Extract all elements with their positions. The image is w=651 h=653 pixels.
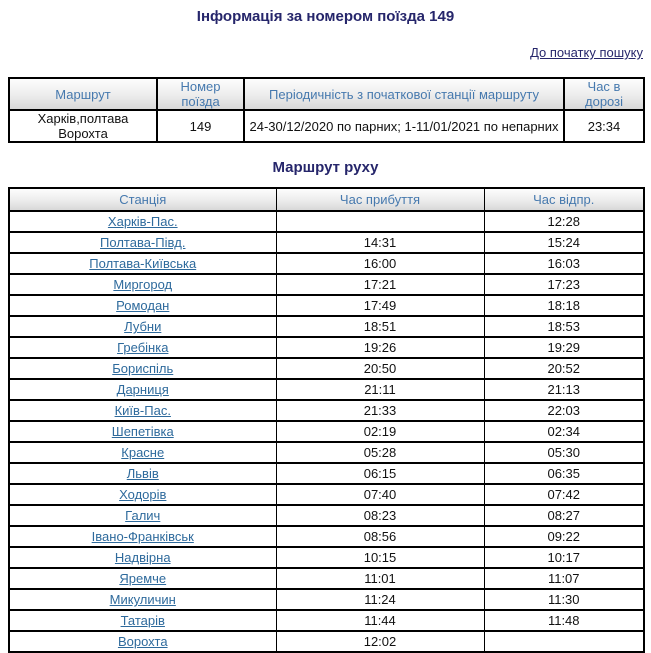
- route-row: [9, 295, 644, 316]
- station-link[interactable]: Бориспіль: [112, 361, 174, 376]
- station-cell: [9, 589, 276, 610]
- station-link[interactable]: Красне: [121, 445, 165, 460]
- header-train-number: Номер поїзда: [157, 78, 244, 110]
- header-travel-time: Час в дорозі: [564, 78, 644, 110]
- station-cell: [9, 253, 276, 274]
- station-cell: [9, 484, 276, 505]
- departure-time: 11:30: [484, 589, 644, 610]
- route-row: [9, 316, 644, 337]
- departure-time: 16:03: [484, 253, 644, 274]
- train-number-value: 149: [157, 110, 244, 142]
- station-link[interactable]: Надвірна: [114, 550, 171, 565]
- arrival-time: 05:28: [276, 442, 484, 463]
- train-info-table: [8, 77, 645, 143]
- station-cell: [9, 379, 276, 400]
- arrival-time: 16:00: [276, 253, 484, 274]
- route-row: [9, 421, 644, 442]
- station-link[interactable]: Львів: [126, 466, 159, 481]
- departure-time: 10:17: [484, 547, 644, 568]
- arrival-time: 02:19: [276, 421, 484, 442]
- departure-time: 12:28: [484, 211, 644, 232]
- arrival-time: 06:15: [276, 463, 484, 484]
- arrival-time: 12:02: [276, 631, 484, 652]
- arrival-time: 19:26: [276, 337, 484, 358]
- route-table: [8, 187, 645, 653]
- arrival-time: 17:49: [276, 295, 484, 316]
- arrival-time: 14:31: [276, 232, 484, 253]
- departure-time: 07:42: [484, 484, 644, 505]
- route-row: [9, 442, 644, 463]
- train-duration-value: 23:34: [564, 110, 644, 142]
- header-station: Станція: [9, 188, 276, 211]
- arrival-time: 17:21: [276, 274, 484, 295]
- station-cell: [9, 568, 276, 589]
- departure-time: 21:13: [484, 379, 644, 400]
- station-link[interactable]: Гребінка: [117, 340, 169, 355]
- route-row: [9, 484, 644, 505]
- section-title: Маршрут руху: [272, 159, 379, 176]
- station-cell: [9, 442, 276, 463]
- station-cell: [9, 274, 276, 295]
- route-row: [9, 400, 644, 421]
- departure-time: 15:24: [484, 232, 644, 253]
- station-cell: [9, 337, 276, 358]
- departure-time: 18:53: [484, 316, 644, 337]
- train-info-row: [9, 110, 644, 142]
- station-link[interactable]: Дарниця: [116, 382, 169, 397]
- station-cell: [9, 211, 276, 232]
- station-cell: [9, 547, 276, 568]
- station-link[interactable]: Татарів: [120, 613, 165, 628]
- arrival-time: 10:15: [276, 547, 484, 568]
- arrival-time: 18:51: [276, 316, 484, 337]
- header-arrival-time: Час прибуття: [276, 188, 484, 211]
- departure-time: 05:30: [484, 442, 644, 463]
- arrival-time: 08:56: [276, 526, 484, 547]
- train-info-header-row: [9, 78, 644, 110]
- arrival-time: 08:23: [276, 505, 484, 526]
- departure-time: 20:52: [484, 358, 644, 379]
- station-link[interactable]: Миргород: [113, 277, 173, 292]
- station-cell: [9, 400, 276, 421]
- arrival-time: 07:40: [276, 484, 484, 505]
- route-row: [9, 337, 644, 358]
- route-row: [9, 463, 644, 484]
- page-title: Інформація за номером поїзда 149: [196, 8, 455, 25]
- arrival-time: 20:50: [276, 358, 484, 379]
- back-to-search-link[interactable]: До початку пошуку: [530, 45, 643, 60]
- station-link[interactable]: Лубни: [124, 319, 162, 334]
- station-link[interactable]: Галич: [125, 508, 161, 523]
- departure-time: 11:07: [484, 568, 644, 589]
- station-cell: [9, 505, 276, 526]
- departure-time: 02:34: [484, 421, 644, 442]
- station-link[interactable]: Ворохта: [117, 634, 168, 649]
- route-row: [9, 379, 644, 400]
- route-row: [9, 211, 644, 232]
- arrival-time: [276, 211, 484, 232]
- station-cell: [9, 316, 276, 337]
- station-cell: [9, 610, 276, 631]
- arrival-time: 11:24: [276, 589, 484, 610]
- header-departure-time: Час відпр.: [484, 188, 644, 211]
- route-row: [9, 589, 644, 610]
- arrival-time: 21:33: [276, 400, 484, 421]
- departure-time: [484, 631, 644, 652]
- route-row: [9, 505, 644, 526]
- departure-time: 22:03: [484, 400, 644, 421]
- route-row: [9, 274, 644, 295]
- header-periodicity: Періодичність з початкової станції маршруту: [244, 78, 564, 110]
- departure-time: 08:27: [484, 505, 644, 526]
- route-table-header-row: [9, 188, 644, 211]
- route-row: [9, 631, 644, 652]
- station-link[interactable]: Харків-Пас.: [107, 214, 178, 229]
- station-link[interactable]: Івано-Франківськ: [91, 529, 194, 544]
- departure-time: 06:35: [484, 463, 644, 484]
- arrival-time: 11:01: [276, 568, 484, 589]
- station-link[interactable]: Ходорів: [119, 487, 167, 502]
- station-cell: [9, 421, 276, 442]
- departure-time: 17:23: [484, 274, 644, 295]
- station-link[interactable]: Шепетівка: [111, 424, 174, 439]
- station-cell: [9, 232, 276, 253]
- route-row: [9, 547, 644, 568]
- station-link[interactable]: Яремче: [119, 571, 167, 586]
- station-cell: [9, 295, 276, 316]
- route-row: [9, 568, 644, 589]
- route-row: [9, 610, 644, 631]
- departure-time: 19:29: [484, 337, 644, 358]
- route-table-body: [9, 211, 644, 652]
- route-row: [9, 253, 644, 274]
- departure-time: 18:18: [484, 295, 644, 316]
- route-row: [9, 232, 644, 253]
- route-row: [9, 358, 644, 379]
- departure-time: 09:22: [484, 526, 644, 547]
- departure-time: 11:48: [484, 610, 644, 631]
- arrival-time: 11:44: [276, 610, 484, 631]
- station-cell: [9, 358, 276, 379]
- station-link[interactable]: Полтава-Півд.: [100, 235, 186, 250]
- station-link[interactable]: Полтава-Київська: [89, 256, 197, 271]
- station-link[interactable]: Ромодан: [116, 298, 170, 313]
- train-route-value: Харків,полтава Ворохта: [9, 110, 157, 142]
- station-cell: [9, 463, 276, 484]
- header-route: Маршрут: [9, 78, 157, 110]
- route-row: [9, 526, 644, 547]
- station-cell: [9, 631, 276, 652]
- station-link[interactable]: Київ-Пас.: [114, 403, 171, 418]
- arrival-time: 21:11: [276, 379, 484, 400]
- train-periodicity-value: 24-30/12/2020 по парних; 1-11/01/2021 по непарних: [244, 110, 564, 142]
- back-link-row: [8, 45, 643, 60]
- station-cell: [9, 526, 276, 547]
- station-link[interactable]: Микуличин: [109, 592, 176, 607]
